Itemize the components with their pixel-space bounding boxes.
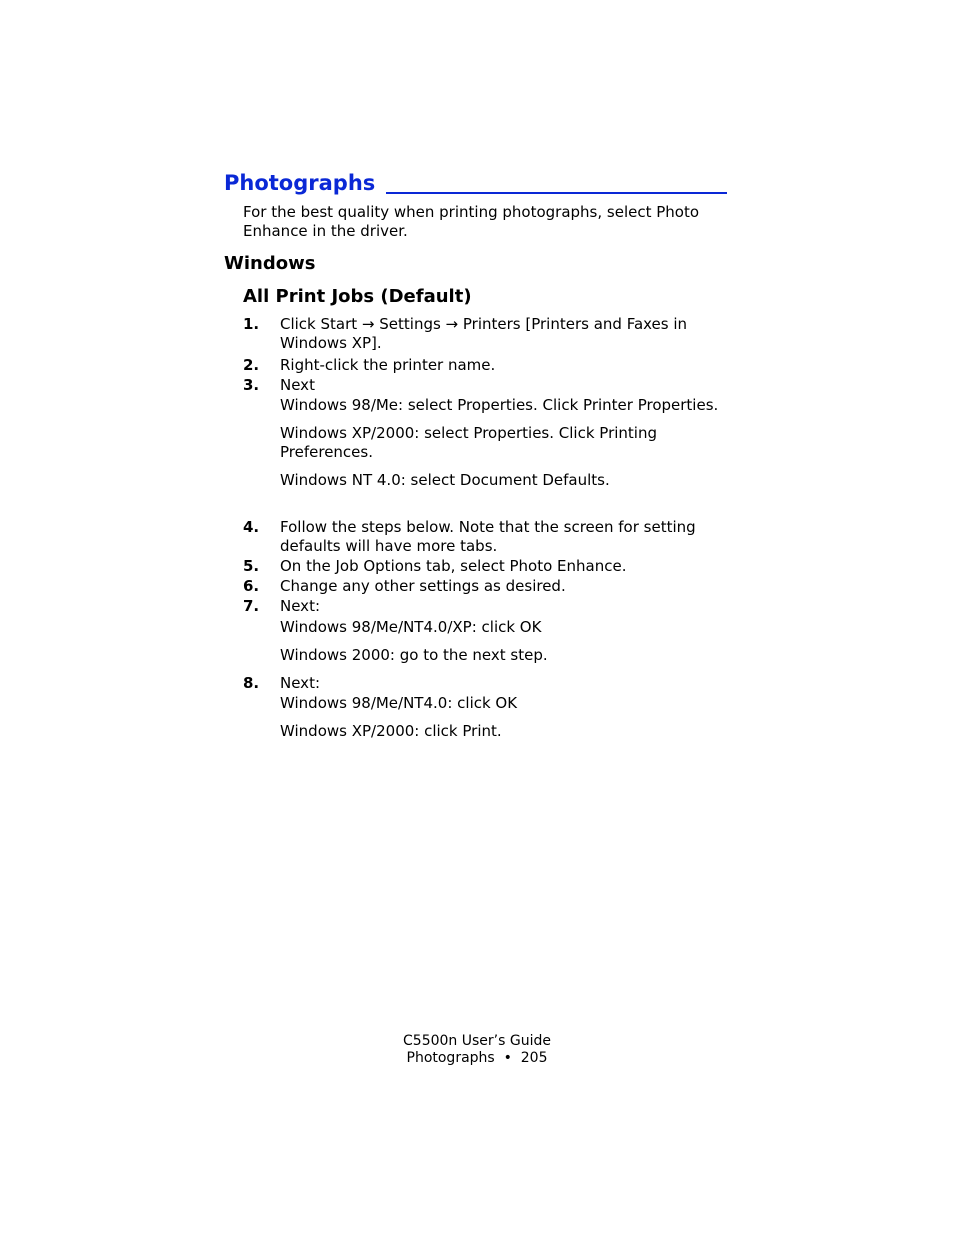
- subsection-title: Windows: [224, 253, 316, 274]
- step-text: Follow the steps below. Note that the screen for setting defaults will have more tabs.: [280, 518, 696, 555]
- page-title: Photographs: [224, 171, 376, 195]
- step-text: Click Start → Settings → Printers [Printers and Faxes in Windows XP].: [280, 315, 688, 352]
- step-number: 6.: [243, 577, 260, 595]
- step-number: 1.: [243, 315, 260, 333]
- step-detail: Windows XP/2000: select Properties. Click Printing Preferences.: [280, 424, 657, 461]
- step-3: [243, 376, 733, 490]
- step-text: On the Job Options tab, select Photo Enhance.: [280, 557, 627, 575]
- heading-rule: [386, 192, 727, 194]
- step-detail: Windows 98/Me/NT4.0/XP: click OK: [280, 618, 542, 636]
- step-5: [243, 557, 733, 576]
- step-number: 5.: [243, 557, 260, 575]
- step-detail: Windows NT 4.0: select Document Defaults.: [280, 471, 610, 489]
- step-8: [243, 674, 733, 741]
- step-detail: Windows 98/Me/NT4.0: click OK: [280, 694, 518, 712]
- intro-paragraph: For the best quality when printing photographs, select Photo Enhance in the driver.: [243, 203, 700, 240]
- step-number: 7.: [243, 597, 260, 615]
- step-6: [243, 577, 733, 596]
- step-2: [243, 356, 733, 375]
- step-text: Next:: [280, 597, 320, 615]
- step-number: 2.: [243, 356, 260, 374]
- step-text: Change any other settings as desired.: [280, 577, 566, 595]
- step-text: Next:: [280, 674, 320, 692]
- step-number: 3.: [243, 376, 260, 394]
- step-1: [243, 315, 733, 353]
- section-heading: [224, 168, 727, 198]
- step-4: [243, 518, 733, 556]
- footer-guide-title: C5500n User’s Guide: [403, 1033, 551, 1049]
- step-detail: Windows 2000: go to the next step.: [280, 646, 548, 664]
- step-7: [243, 597, 733, 665]
- step-detail: Windows 98/Me: select Properties. Click Printer Properties.: [280, 396, 719, 414]
- step-number: 4.: [243, 518, 260, 536]
- step-number: 8.: [243, 674, 260, 692]
- step-text: Next: [280, 376, 315, 394]
- step-text: Right-click the printer name.: [280, 356, 496, 374]
- step-detail: Windows XP/2000: click Print.: [280, 722, 502, 740]
- footer-page-info: Photographs • 205: [406, 1050, 548, 1066]
- subsubsection-title: All Print Jobs (Default): [243, 286, 472, 307]
